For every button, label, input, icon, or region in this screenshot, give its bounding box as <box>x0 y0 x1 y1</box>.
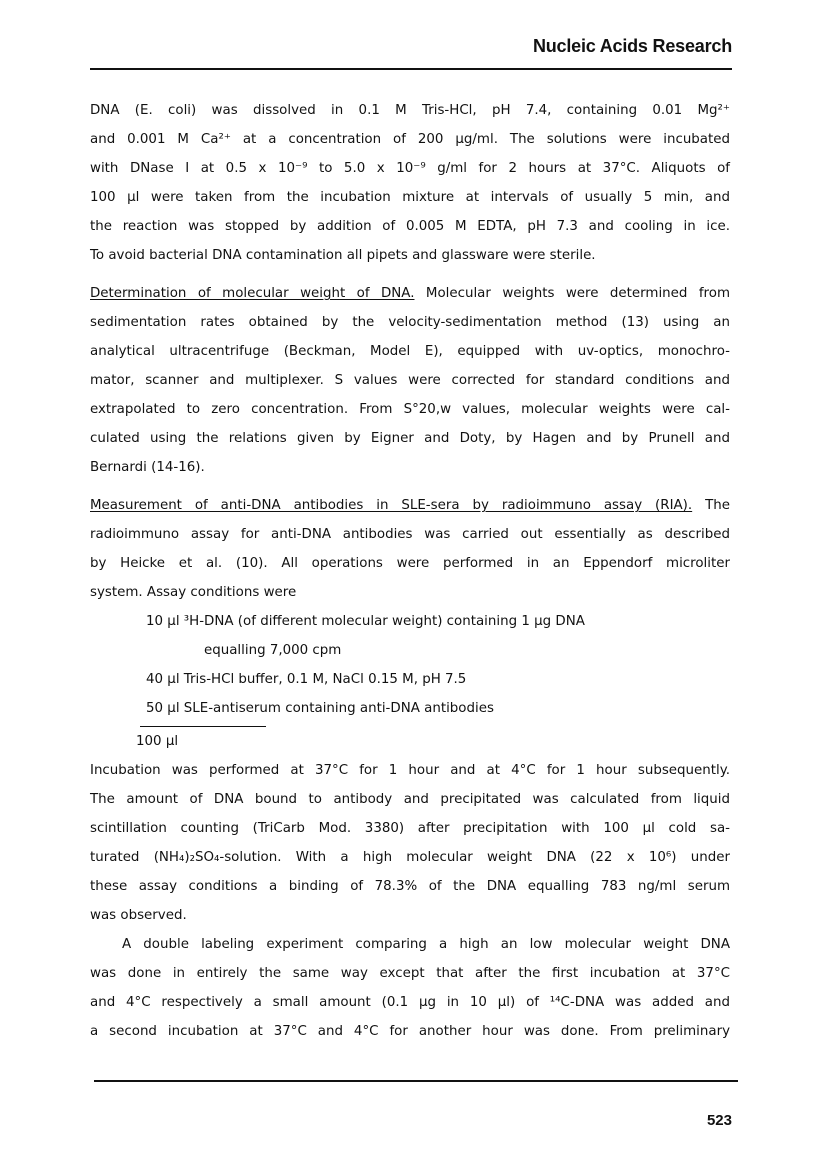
header-rule <box>90 68 732 70</box>
paragraph-methods-incubation <box>90 96 730 270</box>
text-line: analytical ultracentrifuge (Beckman, Model E), equipped with uv-optics, monochro- <box>90 344 730 359</box>
text-line: by Heicke et al. (10). All operations were performed in an Eppendorf microliter <box>90 556 730 571</box>
paragraph-double-labeling <box>90 930 730 1046</box>
text-line: DNA (E. coli) was dissolved in 0.1 M Tris-HCl, pH 7.4, containing 0.01 Mg²⁺ <box>90 103 730 118</box>
section-heading: Determination of molecular weight of DNA. <box>90 286 415 301</box>
text-line: a second incubation at 37°C and 4°C for another hour was done. From preliminary <box>90 1024 730 1039</box>
text-line <box>90 491 730 520</box>
assay-conditions-list <box>90 607 730 756</box>
text-line: Incubation was performed at 37°C for 1 hour and at 4°C for 1 hour subsequently. <box>90 763 730 778</box>
text-line: 100 µl were taken from the incubation mixture at intervals of usually 5 min, and <box>90 190 730 205</box>
list-total: 100 µl <box>136 734 179 749</box>
heading-continuation: The <box>692 498 730 513</box>
text-line <box>90 279 730 308</box>
section-heading: Measurement of anti-DNA antibodies in SLE-sera by radioimmuno assay (RIA). <box>90 498 693 513</box>
text-line: scintillation counting (TriCarb Mod. 3380) after precipitation with 100 µl cold sa- <box>90 821 730 836</box>
text-line: The amount of DNA bound to antibody and precipitated was calculated from liquid <box>90 792 730 807</box>
text-line: A double labeling experiment comparing a high an low molecular weight DNA <box>122 937 730 952</box>
text-line: these assay conditions a binding of 78.3% of the DNA equalling 783 ng/ml serum <box>90 879 730 894</box>
text-line: was observed. <box>90 908 187 923</box>
list-item: 50 µl SLE-antiserum containing anti-DNA antibodies <box>146 701 494 716</box>
text-line: Bernardi (14-16). <box>90 460 205 475</box>
text-line: was done in entirely the same way except that after the first incubation at 37°C <box>90 966 730 981</box>
text-line: extrapolated to zero concentration. From S°20,w values, molecular weights were cal- <box>90 402 730 417</box>
paragraph-incubation <box>90 756 730 930</box>
text-line: culated using the relations given by Eigner and Doty, by Hagen and by Prunell and <box>90 431 730 446</box>
paragraph-molecular-weight <box>90 279 730 482</box>
body-text <box>90 96 730 1046</box>
text-line: To avoid bacterial DNA contamination all pipets and glassware were sterile. <box>90 248 596 263</box>
list-item: equalling 7,000 cpm <box>204 643 342 658</box>
list-item: 40 µl Tris-HCl buffer, 0.1 M, NaCl 0.15 M, pH 7.5 <box>146 672 467 687</box>
paragraph-ria <box>90 491 730 607</box>
footer-rule <box>94 1080 738 1082</box>
text-line: with DNase I at 0.5 x 10⁻⁹ to 5.0 x 10⁻⁹ g/ml for 2 hours at 37°C. Aliquots of <box>90 161 730 176</box>
list-item: 10 µl ³H-DNA (of different molecular weight) containing 1 µg DNA <box>146 614 585 629</box>
text-line: and 0.001 M Ca²⁺ at a concentration of 200 µg/ml. The solutions were incubated <box>90 132 730 147</box>
text-line: and 4°C respectively a small amount (0.1 µg in 10 µl) of ¹⁴C-DNA was added and <box>90 995 730 1010</box>
text-line: system. Assay conditions were <box>90 585 297 600</box>
text-line: radioimmuno assay for anti-DNA antibodies was carried out essentially as described <box>90 527 730 542</box>
text-line: sedimentation rates obtained by the velocity-sedimentation method (13) using an <box>90 315 730 330</box>
text-line: mator, scanner and multiplexer. S values were corrected for standard conditions and <box>90 373 730 388</box>
page-number: 523 <box>706 1112 732 1129</box>
heading-continuation: Molecular weights were determined from <box>414 286 730 301</box>
journal-title: Nucleic Acids Research <box>532 36 732 56</box>
text-line: turated (NH₄)₂SO₄-solution. With a high molecular weight DNA (22 x 10⁶) under <box>90 850 730 865</box>
text-line: the reaction was stopped by addition of 0.005 M EDTA, pH 7.3 and cooling in ice. <box>90 219 730 234</box>
